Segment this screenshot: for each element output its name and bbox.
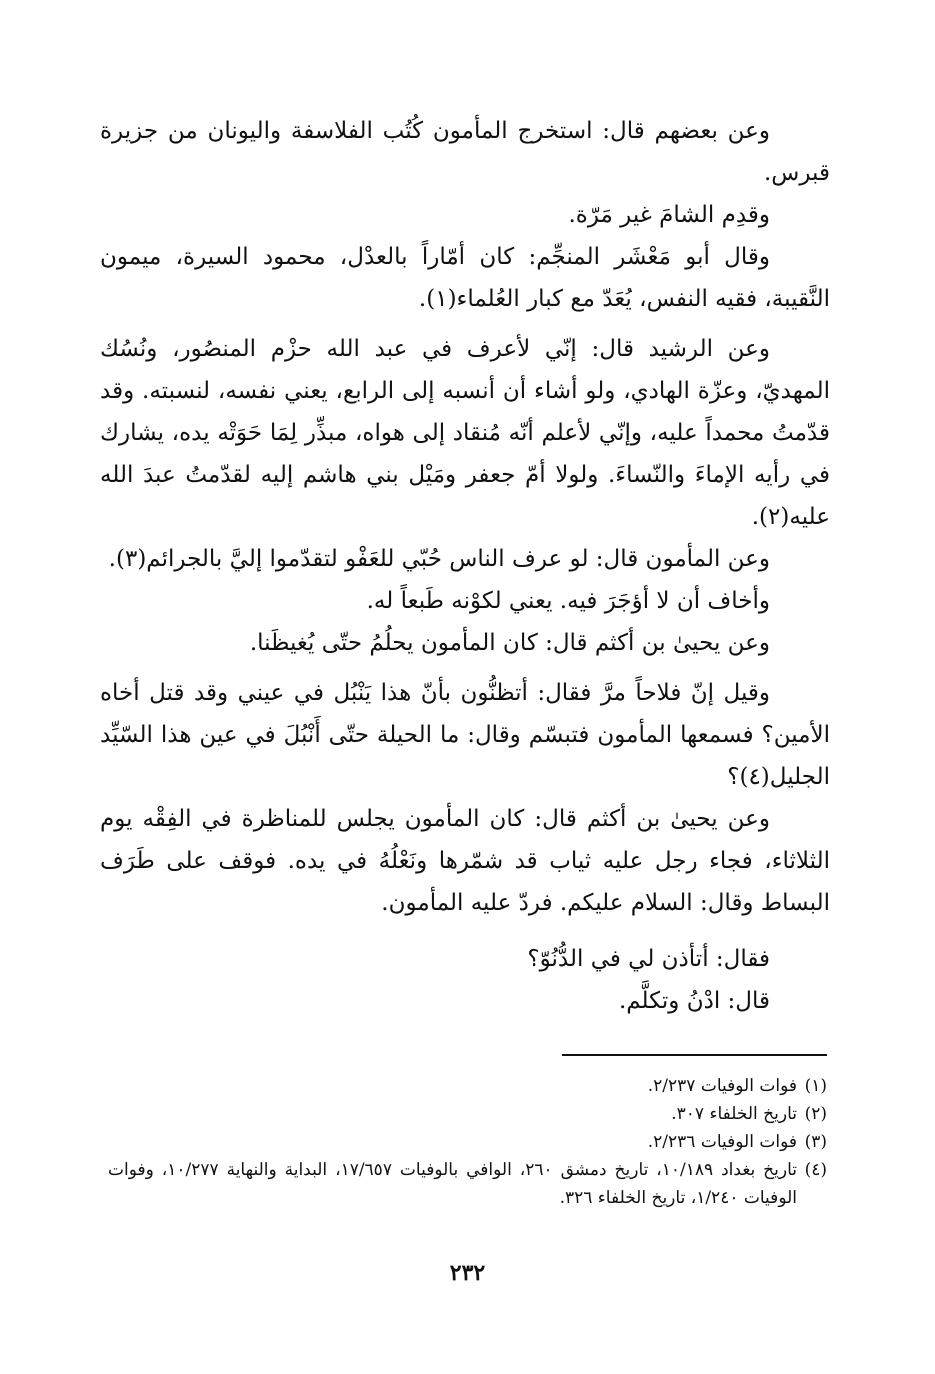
paragraph: وقال أبو مَعْشَر المنجِّم: كان أمّاراً بالعدْل، محمود السيرة، ميمون النَّقيبة، فقيه النفس، يُعَدّ مع كبار العُلماء(١). [100,244,830,312]
dialogue-line: فقال: أتأذن لي في الدُّنُوّ؟ [527,946,770,972]
footnote [108,1072,827,1100]
footnote-number: (٤) [804,1160,828,1180]
paragraph: وعن الرشيد قال: إنّي لأعرف في عبد الله حزْم المنصُور، ونُسُك المهديّ، وعزّة الهادي، ولو أشاء أن أنسبه إلى الرابع، يعني نفسه، لنسبته. وقد قدّمتُ محمداً عليه، وإنّي لأعلم أنّه مُنقاد إلى هواه، مبذِّر لِمَا حَوَتْه يده، يشارك في رأيه الإماءَ والنّساءَ. ولولا أمّ جعفر ومَيْل بني هاشم إليه لقدّمتُ عبدَ الله عليه(٢). [100,336,830,530]
paragraph: وعن يحيىٰ بن أكثم قال: كان المأمون يجلس للمناظرة في الفِقْه يوم الثلاثاء، فجاء رجل عليه ثياب قد شمّرها ونَعْلُهُ في يده. فوقف على طَرَف البساط وقال: السلام عليكم. فردّ عليه المأمون. [100,806,830,916]
footnote [108,1156,827,1212]
paragraph: وقيل إنّ فلاحاً مرَّ فقال: أتظنُّون بأنّ هذا يَنْبُل في عيني وقد قتل أخاه الأمين؟ فسمعها المأمون فتبسّم وقال: ما الحيلة حتّى أَنْبُلَ في عين هذا السّيِّد الجليل(٤)؟ [100,680,830,790]
paragraph: وقدِم الشامَ غير مَرّة. [568,202,770,228]
footnote-text: فوات الوفيات ٢/٢٣٦. [647,1132,797,1152]
main-text [100,110,830,1022]
footnote-number: (١) [804,1076,827,1096]
dialogue-line: قال: ادْنُ وتكلَّم. [618,988,770,1014]
footnote-divider [562,1054,827,1056]
footnote-number: (٣) [804,1132,827,1152]
page-number: ٢٣٢ [449,1260,486,1286]
footnote [108,1100,827,1128]
paragraph: وعن بعضهم قال: استخرج المأمون كُتُب الفلاسفة واليونان من جزيرة قبرس. [100,118,830,186]
paragraph: وعن المأمون قال: لو عرف الناس حُبّي للعَفْو لتقدّموا إليَّ بالجرائم(٣). [108,546,770,572]
footnote-text: تاريخ الخلفاء ٣٠٧. [671,1104,797,1124]
footnote-text: تاريخ بغداد ١٠/١٨٩، تاريخ دمشق ٢٦٠، الوافي بالوفيات ١٧/٦٥٧، البداية والنهاية ١٠/٢٧٧، وفوات الوفيات ١/٢٤٠، تاريخ الخلفاء ٣٢٦. [108,1160,798,1208]
footnote [108,1128,827,1156]
footnotes [108,1072,827,1212]
paragraph: وعن يحيىٰ بن أكثم قال: كان المأمون يحلُمُ حتّى يُغيظَنا. [249,630,770,656]
footnote-text: فوات الوفيات ٢/٢٣٧. [647,1076,797,1096]
footnote-number: (٢) [804,1104,827,1124]
paragraph: وأخاف أن لا أؤجَرَ فيه. يعني لكوْنه طَبعاً له. [366,588,770,614]
dialogue-block [100,938,830,1022]
